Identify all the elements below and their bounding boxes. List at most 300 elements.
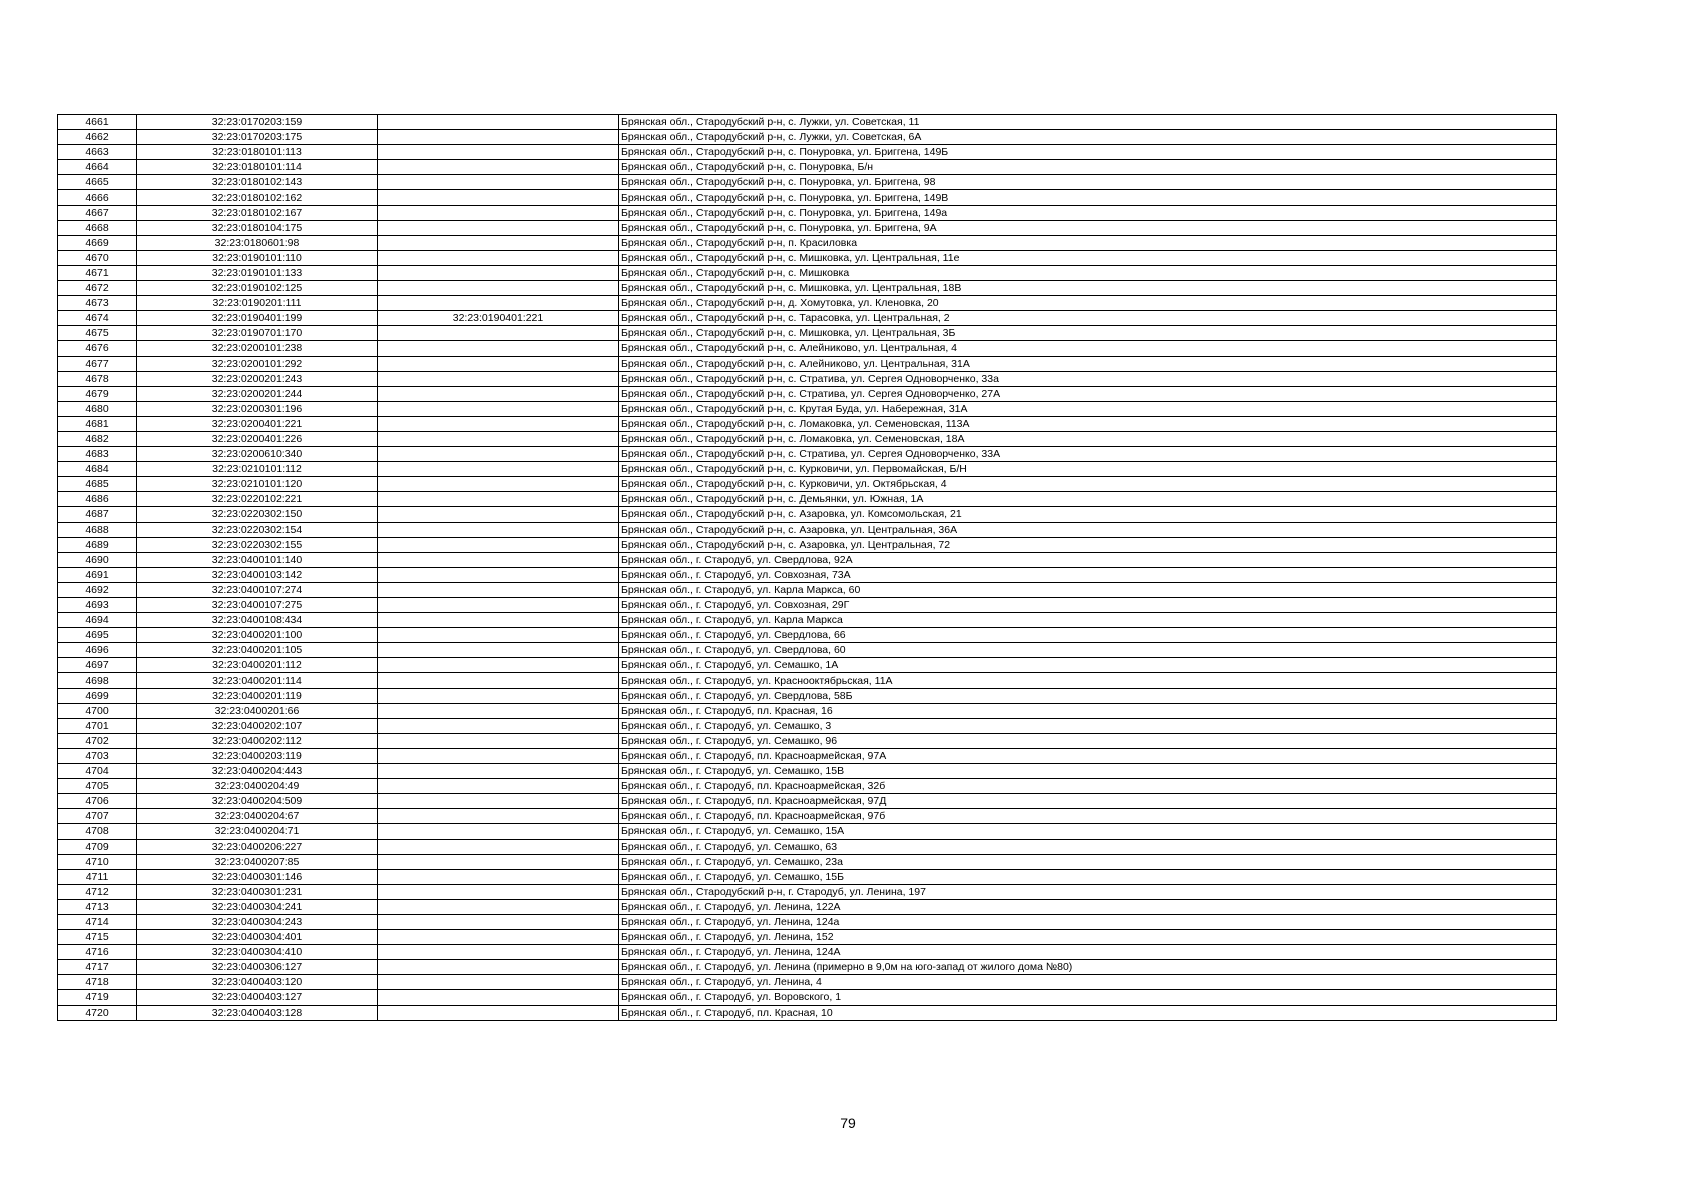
table-row — [58, 960, 1557, 975]
row-number-cell: 4719 — [58, 990, 137, 1005]
table-row — [58, 145, 1557, 160]
address-cell: Брянская обл., г. Стародуб, ул. Свердлова, 60 — [619, 643, 1557, 658]
table-row — [58, 326, 1557, 341]
address-cell: Брянская обл., Стародубский р-н, с. Азаровка, ул. Центральная, 36А — [619, 522, 1557, 537]
address-cell: Брянская обл., г. Стародуб, ул. Совхозная, 73А — [619, 567, 1557, 582]
previous-cadastral-number-cell — [378, 190, 619, 205]
table-row — [58, 779, 1557, 794]
previous-cadastral-number-cell — [378, 748, 619, 763]
row-number-cell: 4692 — [58, 582, 137, 597]
address-cell: Брянская обл., Стародубский р-н, с. Демьянки, ул. Южная, 1А — [619, 492, 1557, 507]
address-cell: Брянская обл., Стародубский р-н, с. Курковичи, ул. Первомайская, Б/Н — [619, 462, 1557, 477]
address-cell: Брянская обл., г. Стародуб, пл. Красноармейская, 97б — [619, 809, 1557, 824]
cadastral-number-cell: 32:23:0400202:112 — [137, 733, 378, 748]
table-row — [58, 718, 1557, 733]
cadastral-number-cell: 32:23:0210101:112 — [137, 462, 378, 477]
address-cell: Брянская обл., Стародубский р-н, д. Хомутовка, ул. Кленовка, 20 — [619, 296, 1557, 311]
table-row — [58, 794, 1557, 809]
row-number-cell: 4677 — [58, 356, 137, 371]
previous-cadastral-number-cell — [378, 779, 619, 794]
previous-cadastral-number-cell — [378, 582, 619, 597]
cadastral-number-cell: 32:23:0400306:127 — [137, 960, 378, 975]
table-row — [58, 431, 1557, 446]
address-cell: Брянская обл., Стародубский р-н, с. Лужки, ул. Советская, 11 — [619, 115, 1557, 130]
row-number-cell: 4717 — [58, 960, 137, 975]
address-cell: Брянская обл., Стародубский р-н, с. Мишковка, ул. Центральная, 18В — [619, 281, 1557, 296]
table-row — [58, 854, 1557, 869]
previous-cadastral-number-cell — [378, 567, 619, 582]
previous-cadastral-number-cell — [378, 130, 619, 145]
table-row — [58, 416, 1557, 431]
address-cell: Брянская обл., Стародубский р-н, с. Понуровка, ул. Бриггена, 149Б — [619, 145, 1557, 160]
cadastral-number-cell: 32:23:0210101:120 — [137, 477, 378, 492]
row-number-cell: 4711 — [58, 869, 137, 884]
previous-cadastral-number-cell — [378, 930, 619, 945]
previous-cadastral-number-cell — [378, 326, 619, 341]
address-cell: Брянская обл., г. Стародуб, ул. Семашко, 96 — [619, 733, 1557, 748]
row-number-cell: 4679 — [58, 386, 137, 401]
row-number-cell: 4720 — [58, 1005, 137, 1020]
table-row — [58, 884, 1557, 899]
table-row — [58, 311, 1557, 326]
row-number-cell: 4674 — [58, 311, 137, 326]
row-number-cell: 4661 — [58, 115, 137, 130]
cadastral-number-cell: 32:23:0200101:238 — [137, 341, 378, 356]
address-cell: Брянская обл., Стародубский р-н, с. Понуровка, ул. Бриггена, 149В — [619, 190, 1557, 205]
address-cell: Брянская обл., Стародубский р-н, г. Стародуб, ул. Ленина, 197 — [619, 884, 1557, 899]
cadastral-number-cell: 32:23:0400107:274 — [137, 582, 378, 597]
address-cell: Брянская обл., Стародубский р-н, п. Красиловка — [619, 235, 1557, 250]
cadastral-number-cell: 32:23:0200201:243 — [137, 371, 378, 386]
previous-cadastral-number-cell — [378, 235, 619, 250]
row-number-cell: 4700 — [58, 703, 137, 718]
table-row — [58, 190, 1557, 205]
cadastral-number-cell: 32:23:0400101:140 — [137, 552, 378, 567]
row-number-cell: 4708 — [58, 824, 137, 839]
row-number-cell: 4710 — [58, 854, 137, 869]
cadastral-number-cell: 32:23:0400103:142 — [137, 567, 378, 582]
cadastral-number-cell: 32:23:0400203:119 — [137, 748, 378, 763]
previous-cadastral-number-cell — [378, 899, 619, 914]
cadastral-number-cell: 32:23:0400301:146 — [137, 869, 378, 884]
row-number-cell: 4682 — [58, 431, 137, 446]
row-number-cell: 4701 — [58, 718, 137, 733]
cadastral-number-cell: 32:23:0400206:227 — [137, 839, 378, 854]
previous-cadastral-number-cell — [378, 688, 619, 703]
table-row — [58, 522, 1557, 537]
cadastral-number-cell: 32:23:0170203:175 — [137, 130, 378, 145]
table-row — [58, 447, 1557, 462]
address-cell: Брянская обл., Стародубский р-н, с. Понуровка, ул. Бриггена, 149а — [619, 205, 1557, 220]
row-number-cell: 4716 — [58, 945, 137, 960]
previous-cadastral-number-cell — [378, 507, 619, 522]
address-cell: Брянская обл., г. Стародуб, пл. Красноармейская, 97А — [619, 748, 1557, 763]
row-number-cell: 4664 — [58, 160, 137, 175]
row-number-cell: 4704 — [58, 764, 137, 779]
table-row — [58, 764, 1557, 779]
row-number-cell: 4705 — [58, 779, 137, 794]
address-cell: Брянская обл., г. Стародуб, ул. Семашко, 1А — [619, 658, 1557, 673]
address-cell: Брянская обл., г. Стародуб, ул. Семашко, 15Б — [619, 869, 1557, 884]
row-number-cell: 4669 — [58, 235, 137, 250]
previous-cadastral-number-cell — [378, 809, 619, 824]
address-cell: Брянская обл., г. Стародуб, ул. Семашко, 63 — [619, 839, 1557, 854]
table-row — [58, 552, 1557, 567]
table-row — [58, 115, 1557, 130]
cadastral-number-cell: 32:23:0400207:85 — [137, 854, 378, 869]
row-number-cell: 4695 — [58, 628, 137, 643]
cadastral-number-cell: 32:23:0200301:196 — [137, 401, 378, 416]
address-cell: Брянская обл., Стародубский р-н, с. Азаровка, ул. Центральная, 72 — [619, 537, 1557, 552]
row-number-cell: 4684 — [58, 462, 137, 477]
cadastral-number-cell: 32:23:0180102:162 — [137, 190, 378, 205]
cadastral-number-cell: 32:23:0200401:226 — [137, 431, 378, 446]
table-row — [58, 462, 1557, 477]
previous-cadastral-number-cell — [378, 764, 619, 779]
previous-cadastral-number-cell — [378, 718, 619, 733]
previous-cadastral-number-cell — [378, 160, 619, 175]
row-number-cell: 4687 — [58, 507, 137, 522]
address-cell: Брянская обл., г. Стародуб, ул. Ленина, 122А — [619, 899, 1557, 914]
address-cell: Брянская обл., г. Стародуб, ул. Краснооктябрьская, 11А — [619, 673, 1557, 688]
table-row — [58, 477, 1557, 492]
cadastral-number-cell: 32:23:0400201:114 — [137, 673, 378, 688]
address-cell: Брянская обл., Стародубский р-н, с. Алейниково, ул. Центральная, 31А — [619, 356, 1557, 371]
row-number-cell: 4673 — [58, 296, 137, 311]
cadastral-number-cell: 32:23:0400201:112 — [137, 658, 378, 673]
table-row — [58, 160, 1557, 175]
cadastral-number-cell: 32:23:0400201:100 — [137, 628, 378, 643]
table-row — [58, 175, 1557, 190]
row-number-cell: 4690 — [58, 552, 137, 567]
previous-cadastral-number-cell — [378, 296, 619, 311]
cadastral-number-cell: 32:23:0180102:143 — [137, 175, 378, 190]
address-cell: Брянская обл., Стародубский р-н, с. Стратива, ул. Сергея Одноворченко, 27А — [619, 386, 1557, 401]
address-cell: Брянская обл., Стародубский р-н, с. Ломаковка, ул. Семеновская, 18А — [619, 431, 1557, 446]
cadastral-number-cell: 32:23:0200610:340 — [137, 447, 378, 462]
cadastral-number-cell: 32:23:0400204:49 — [137, 779, 378, 794]
cadastral-number-cell: 32:23:0400201:119 — [137, 688, 378, 703]
row-number-cell: 4693 — [58, 598, 137, 613]
address-cell: Брянская обл., г. Стародуб, ул. Ленина, 124А — [619, 945, 1557, 960]
table-body — [58, 115, 1557, 1021]
address-cell: Брянская обл., Стародубский р-н, с. Стратива, ул. Сергея Одноворченко, 33а — [619, 371, 1557, 386]
address-cell: Брянская обл., г. Стародуб, ул. Карла Маркса — [619, 613, 1557, 628]
row-number-cell: 4703 — [58, 748, 137, 763]
cadastral-number-cell: 32:23:0400201:105 — [137, 643, 378, 658]
table-row — [58, 281, 1557, 296]
address-cell: Брянская обл., Стародубский р-н, с. Азаровка, ул. Комсомольская, 21 — [619, 507, 1557, 522]
address-cell: Брянская обл., г. Стародуб, ул. Семашко, 3 — [619, 718, 1557, 733]
row-number-cell: 4718 — [58, 975, 137, 990]
table-row — [58, 401, 1557, 416]
row-number-cell: 4663 — [58, 145, 137, 160]
previous-cadastral-number-cell — [378, 220, 619, 235]
row-number-cell: 4694 — [58, 613, 137, 628]
table-row — [58, 733, 1557, 748]
table-row — [58, 567, 1557, 582]
cadastral-number-cell: 32:23:0190401:199 — [137, 311, 378, 326]
table-row — [58, 130, 1557, 145]
page-number: 79 — [840, 1115, 856, 1131]
cadastral-number-cell: 32:23:0400403:128 — [137, 1005, 378, 1020]
table-row — [58, 235, 1557, 250]
previous-cadastral-number-cell — [378, 462, 619, 477]
cadastral-number-cell: 32:23:0190102:125 — [137, 281, 378, 296]
cadastral-number-cell: 32:23:0220302:150 — [137, 507, 378, 522]
table-row — [58, 1005, 1557, 1020]
address-cell: Брянская обл., г. Стародуб, ул. Свердлова, 92А — [619, 552, 1557, 567]
row-number-cell: 4665 — [58, 175, 137, 190]
row-number-cell: 4702 — [58, 733, 137, 748]
previous-cadastral-number-cell — [378, 658, 619, 673]
table-row — [58, 613, 1557, 628]
address-cell: Брянская обл., Стародубский р-н, с. Стратива, ул. Сергея Одноворченко, 33А — [619, 447, 1557, 462]
address-cell: Брянская обл., г. Стародуб, ул. Воровского, 1 — [619, 990, 1557, 1005]
previous-cadastral-number-cell — [378, 703, 619, 718]
cadastral-number-cell: 32:23:0200401:221 — [137, 416, 378, 431]
address-cell: Брянская обл., г. Стародуб, ул. Семашко, 23а — [619, 854, 1557, 869]
previous-cadastral-number-cell — [378, 794, 619, 809]
cadastral-number-cell: 32:23:0180102:167 — [137, 205, 378, 220]
row-number-cell: 4686 — [58, 492, 137, 507]
cadastral-number-cell: 32:23:0400301:231 — [137, 884, 378, 899]
previous-cadastral-number-cell — [378, 628, 619, 643]
row-number-cell: 4713 — [58, 899, 137, 914]
cadastral-number-cell: 32:23:0220102:221 — [137, 492, 378, 507]
address-cell: Брянская обл., г. Стародуб, ул. Совхозная, 29Г — [619, 598, 1557, 613]
previous-cadastral-number-cell — [378, 960, 619, 975]
table-row — [58, 869, 1557, 884]
table-row — [58, 809, 1557, 824]
previous-cadastral-number-cell — [378, 250, 619, 265]
cadastral-number-cell: 32:23:0400201:66 — [137, 703, 378, 718]
previous-cadastral-number-cell — [378, 477, 619, 492]
previous-cadastral-number-cell — [378, 613, 619, 628]
address-cell: Брянская обл., г. Стародуб, ул. Свердлова, 58Б — [619, 688, 1557, 703]
cadastral-number-cell: 32:23:0180101:113 — [137, 145, 378, 160]
table-row — [58, 371, 1557, 386]
address-cell: Брянская обл., Стародубский р-н, с. Мишковка — [619, 265, 1557, 280]
table-row — [58, 492, 1557, 507]
row-number-cell: 4670 — [58, 250, 137, 265]
previous-cadastral-number-cell — [378, 175, 619, 190]
cadastral-number-cell: 32:23:0190201:111 — [137, 296, 378, 311]
row-number-cell: 4671 — [58, 265, 137, 280]
address-cell: Брянская обл., Стародубский р-н, с. Мишковка, ул. Центральная, 3Б — [619, 326, 1557, 341]
previous-cadastral-number-cell — [378, 371, 619, 386]
address-cell: Брянская обл., Стародубский р-н, с. Понуровка, ул. Бриггена, 98 — [619, 175, 1557, 190]
address-cell: Брянская обл., г. Стародуб, ул. Ленина, 152 — [619, 930, 1557, 945]
cadastral-number-cell: 32:23:0400304:241 — [137, 899, 378, 914]
table-row — [58, 748, 1557, 763]
previous-cadastral-number-cell — [378, 447, 619, 462]
table-row — [58, 839, 1557, 854]
table-row — [58, 296, 1557, 311]
table-row — [58, 537, 1557, 552]
address-cell: Брянская обл., г. Стародуб, ул. Карла Маркса, 60 — [619, 582, 1557, 597]
row-number-cell: 4696 — [58, 643, 137, 658]
previous-cadastral-number-cell — [378, 386, 619, 401]
row-number-cell: 4662 — [58, 130, 137, 145]
table-row — [58, 265, 1557, 280]
cadastral-number-cell: 32:23:0400304:410 — [137, 945, 378, 960]
previous-cadastral-number-cell — [378, 552, 619, 567]
address-cell: Брянская обл., г. Стародуб, ул. Ленина, 4 — [619, 975, 1557, 990]
cadastral-number-cell: 32:23:0400107:275 — [137, 598, 378, 613]
address-cell: Брянская обл., г. Стародуб, ул. Ленина (примерно в 9,0м на юго-запад от жилого дома №80) — [619, 960, 1557, 975]
address-cell: Брянская обл., г. Стародуб, ул. Свердлова, 66 — [619, 628, 1557, 643]
address-cell: Брянская обл., г. Стародуб, пл. Красноармейская, 97Д — [619, 794, 1557, 809]
address-cell: Брянская обл., Стародубский р-н, с. Ломаковка, ул. Семеновская, 113А — [619, 416, 1557, 431]
previous-cadastral-number-cell — [378, 416, 619, 431]
table-row — [58, 703, 1557, 718]
address-cell: Брянская обл., г. Стародуб, пл. Красная, 10 — [619, 1005, 1557, 1020]
previous-cadastral-number-cell — [378, 341, 619, 356]
address-cell: Брянская обл., г. Стародуб, пл. Красная, 16 — [619, 703, 1557, 718]
row-number-cell: 4675 — [58, 326, 137, 341]
cadastral-number-cell: 32:23:0200101:292 — [137, 356, 378, 371]
row-number-cell: 4712 — [58, 884, 137, 899]
table-row — [58, 598, 1557, 613]
property-table — [57, 114, 1557, 1021]
previous-cadastral-number-cell — [378, 492, 619, 507]
previous-cadastral-number-cell — [378, 824, 619, 839]
table-row — [58, 673, 1557, 688]
table-row — [58, 643, 1557, 658]
previous-cadastral-number-cell — [378, 205, 619, 220]
table-row — [58, 628, 1557, 643]
address-cell: Брянская обл., Стародубский р-н, с. Мишковка, ул. Центральная, 11е — [619, 250, 1557, 265]
row-number-cell: 4691 — [58, 567, 137, 582]
previous-cadastral-number-cell — [378, 673, 619, 688]
table-row — [58, 945, 1557, 960]
previous-cadastral-number-cell — [378, 401, 619, 416]
previous-cadastral-number-cell — [378, 975, 619, 990]
previous-cadastral-number-cell — [378, 431, 619, 446]
address-cell: Брянская обл., Стародубский р-н, с. Алейниково, ул. Центральная, 4 — [619, 341, 1557, 356]
table-row — [58, 341, 1557, 356]
row-number-cell: 4680 — [58, 401, 137, 416]
address-cell: Брянская обл., г. Стародуб, пл. Красноармейская, 32б — [619, 779, 1557, 794]
row-number-cell: 4715 — [58, 930, 137, 945]
previous-cadastral-number-cell — [378, 839, 619, 854]
row-number-cell: 4668 — [58, 220, 137, 235]
cadastral-number-cell: 32:23:0400202:107 — [137, 718, 378, 733]
table-row — [58, 220, 1557, 235]
address-cell: Брянская обл., г. Стародуб, ул. Семашко, 15А — [619, 824, 1557, 839]
table-row — [58, 824, 1557, 839]
previous-cadastral-number-cell — [378, 265, 619, 280]
previous-cadastral-number-cell — [378, 356, 619, 371]
row-number-cell: 4676 — [58, 341, 137, 356]
cadastral-number-cell: 32:23:0400204:67 — [137, 809, 378, 824]
row-number-cell: 4683 — [58, 447, 137, 462]
table-row — [58, 930, 1557, 945]
cadastral-number-cell: 32:23:0220302:154 — [137, 522, 378, 537]
previous-cadastral-number-cell — [378, 598, 619, 613]
row-number-cell: 4697 — [58, 658, 137, 673]
previous-cadastral-number-cell: 32:23:0190401:221 — [378, 311, 619, 326]
address-cell: Брянская обл., Стародубский р-н, с. Курковичи, ул. Октябрьская, 4 — [619, 477, 1557, 492]
previous-cadastral-number-cell — [378, 914, 619, 929]
cadastral-number-cell: 32:23:0180101:114 — [137, 160, 378, 175]
table-row — [58, 658, 1557, 673]
row-number-cell: 4688 — [58, 522, 137, 537]
row-number-cell: 4698 — [58, 673, 137, 688]
table-row — [58, 688, 1557, 703]
row-number-cell: 4666 — [58, 190, 137, 205]
cadastral-number-cell: 32:23:0400304:401 — [137, 930, 378, 945]
cadastral-number-cell: 32:23:0180104:175 — [137, 220, 378, 235]
previous-cadastral-number-cell — [378, 145, 619, 160]
row-number-cell: 4709 — [58, 839, 137, 854]
row-number-cell: 4667 — [58, 205, 137, 220]
address-cell: Брянская обл., Стародубский р-н, с. Лужки, ул. Советская, 6А — [619, 130, 1557, 145]
cadastral-number-cell: 32:23:0190701:170 — [137, 326, 378, 341]
cadastral-number-cell: 32:23:0400304:243 — [137, 914, 378, 929]
table-row — [58, 507, 1557, 522]
table-row — [58, 205, 1557, 220]
row-number-cell: 4706 — [58, 794, 137, 809]
previous-cadastral-number-cell — [378, 522, 619, 537]
previous-cadastral-number-cell — [378, 537, 619, 552]
table-row — [58, 899, 1557, 914]
previous-cadastral-number-cell — [378, 1005, 619, 1020]
table-row — [58, 582, 1557, 597]
cadastral-number-cell: 32:23:0180601:98 — [137, 235, 378, 250]
row-number-cell: 4689 — [58, 537, 137, 552]
cadastral-number-cell: 32:23:0220302:155 — [137, 537, 378, 552]
row-number-cell: 4699 — [58, 688, 137, 703]
previous-cadastral-number-cell — [378, 733, 619, 748]
address-cell: Брянская обл., Стародубский р-н, с. Понуровка, Б/н — [619, 160, 1557, 175]
cadastral-number-cell: 32:23:0400204:443 — [137, 764, 378, 779]
cadastral-number-cell: 32:23:0400204:509 — [137, 794, 378, 809]
cadastral-number-cell: 32:23:0190101:110 — [137, 250, 378, 265]
cadastral-number-cell: 32:23:0400204:71 — [137, 824, 378, 839]
address-cell: Брянская обл., Стародубский р-н, с. Тарасовка, ул. Центральная, 2 — [619, 311, 1557, 326]
cadastral-number-cell: 32:23:0200201:244 — [137, 386, 378, 401]
previous-cadastral-number-cell — [378, 115, 619, 130]
table-row — [58, 975, 1557, 990]
row-number-cell: 4678 — [58, 371, 137, 386]
row-number-cell: 4672 — [58, 281, 137, 296]
cadastral-number-cell: 32:23:0400108:434 — [137, 613, 378, 628]
previous-cadastral-number-cell — [378, 884, 619, 899]
previous-cadastral-number-cell — [378, 945, 619, 960]
address-cell: Брянская обл., Стародубский р-н, с. Крутая Буда, ул. Набережная, 31А — [619, 401, 1557, 416]
table-row — [58, 386, 1557, 401]
table-row — [58, 914, 1557, 929]
previous-cadastral-number-cell — [378, 643, 619, 658]
cadastral-number-cell: 32:23:0400403:120 — [137, 975, 378, 990]
previous-cadastral-number-cell — [378, 990, 619, 1005]
cadastral-number-cell: 32:23:0170203:159 — [137, 115, 378, 130]
row-number-cell: 4681 — [58, 416, 137, 431]
row-number-cell: 4707 — [58, 809, 137, 824]
address-cell: Брянская обл., г. Стародуб, ул. Семашко, 15В — [619, 764, 1557, 779]
previous-cadastral-number-cell — [378, 281, 619, 296]
table-row — [58, 356, 1557, 371]
previous-cadastral-number-cell — [378, 854, 619, 869]
table-row — [58, 990, 1557, 1005]
row-number-cell: 4685 — [58, 477, 137, 492]
previous-cadastral-number-cell — [378, 869, 619, 884]
table-row — [58, 250, 1557, 265]
cadastral-number-cell: 32:23:0190101:133 — [137, 265, 378, 280]
address-cell: Брянская обл., Стародубский р-н, с. Понуровка, ул. Бриггена, 9А — [619, 220, 1557, 235]
